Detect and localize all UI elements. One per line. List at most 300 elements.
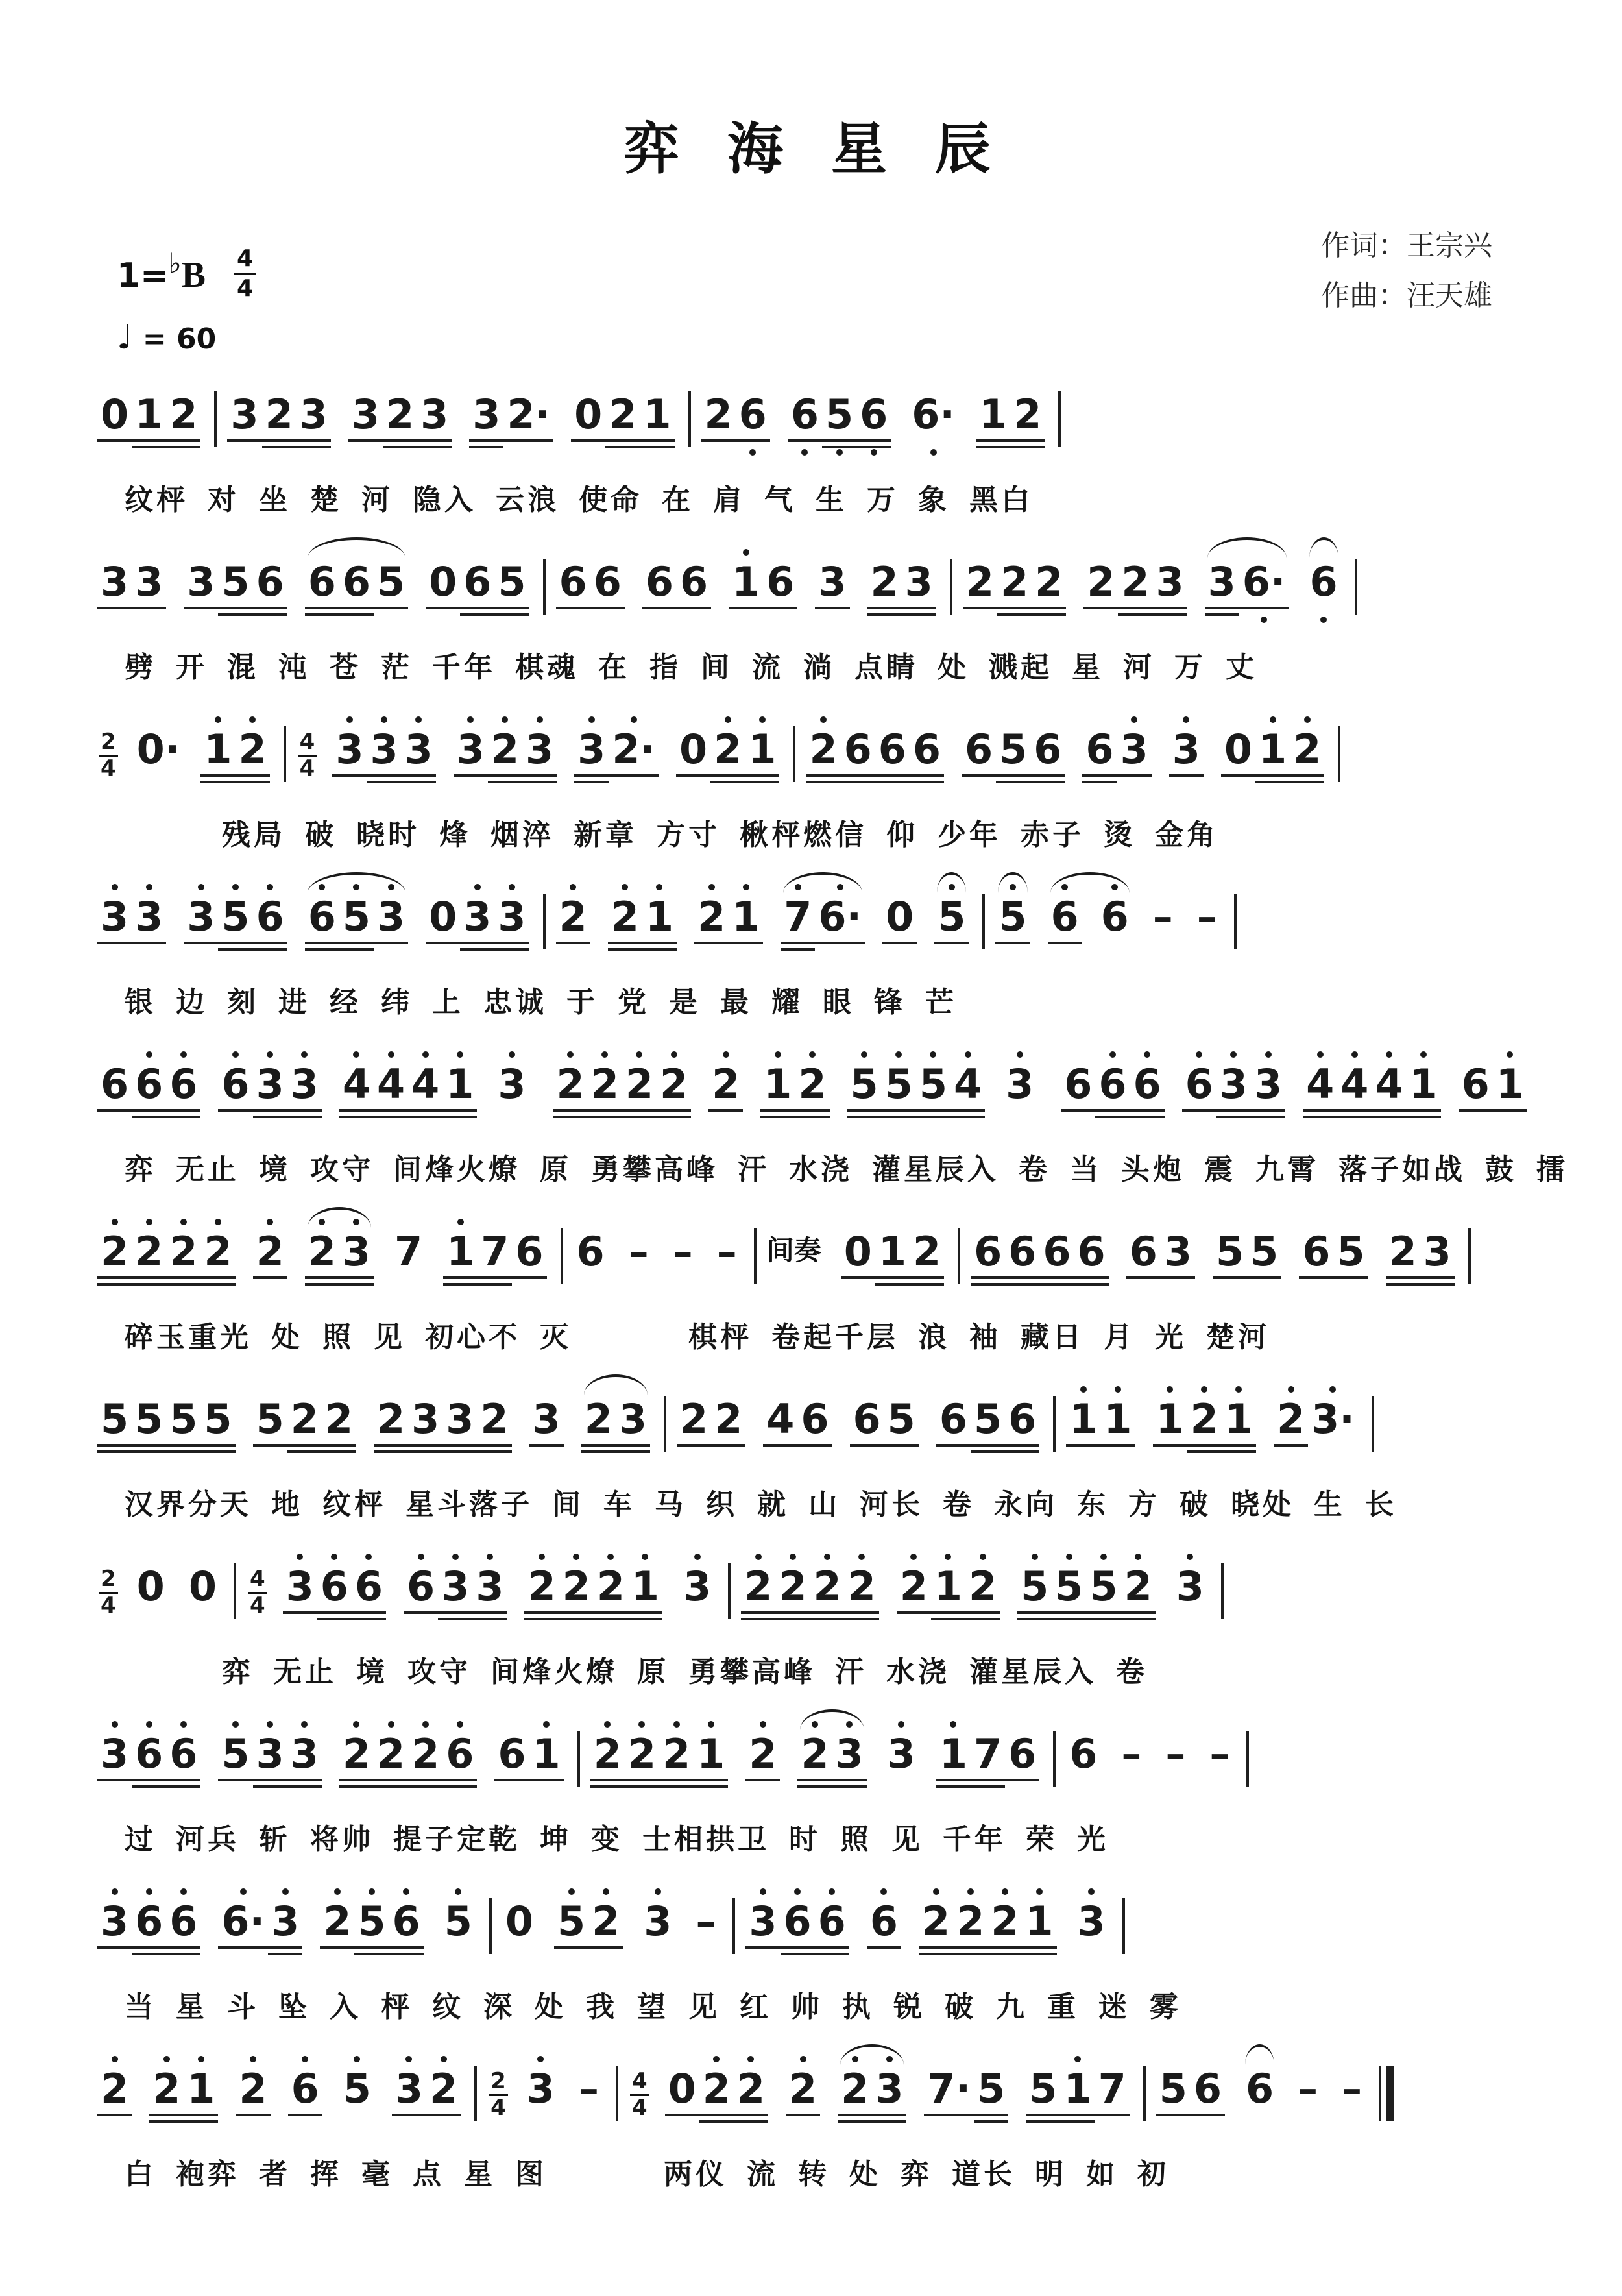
- note-glyph: 3: [101, 558, 129, 605]
- slur-arc: [800, 1709, 864, 1730]
- note: [1338, 2065, 1365, 2112]
- note-glyph: 0: [668, 2065, 696, 2112]
- beam-underline: [1010, 446, 1045, 448]
- lyric-word: 士相拱卫: [642, 1823, 769, 1856]
- note: [797, 1730, 832, 1777]
- note-group: [97, 1228, 236, 1275]
- beam-underline: [997, 607, 1032, 609]
- note: [714, 1228, 740, 1275]
- note-group: [1205, 558, 1289, 605]
- beam-underline: [352, 1611, 386, 1614]
- note: [1420, 1228, 1455, 1275]
- note-glyph: 6: [843, 726, 872, 773]
- note-group: [134, 726, 184, 773]
- note: [218, 893, 252, 940]
- beam-underline: [642, 942, 677, 944]
- lyrics-row: [97, 1313, 1531, 1355]
- note: [1010, 391, 1045, 438]
- note: [953, 1898, 987, 1945]
- note: [559, 1563, 594, 1610]
- note-glyph: 7: [784, 893, 812, 940]
- beam-underline: [1459, 1109, 1493, 1112]
- note-glyph: 6: [1302, 1228, 1331, 1275]
- note-glyph: 6: [101, 1060, 129, 1108]
- note: [622, 1060, 657, 1108]
- note: [729, 558, 763, 605]
- slur-arc: [1245, 2044, 1274, 2065]
- octave-dot-high: [604, 1721, 611, 1728]
- octave-dot-high: [112, 884, 118, 890]
- octave-dot-high: [824, 1554, 830, 1560]
- beam-underline: [97, 1276, 132, 1279]
- octave-dot-high: [539, 1554, 545, 1560]
- note-glyph: 0: [679, 726, 708, 773]
- lyric-word: 间: [552, 1488, 584, 1521]
- beam-underline: [815, 1953, 849, 1955]
- beam-underline: [1251, 1116, 1285, 1118]
- note-glyph: 4: [1306, 1060, 1335, 1108]
- note-glyph: 2: [584, 1395, 612, 1443]
- time-signature-top: 2: [99, 731, 118, 757]
- note-glyph: 2: [956, 1898, 985, 1945]
- note-glyph: 6: [1077, 1228, 1106, 1275]
- note: [936, 1395, 971, 1443]
- note-glyph: 2: [323, 1898, 352, 1945]
- note-glyph: 2: [659, 1060, 688, 1108]
- note: [426, 893, 460, 940]
- note-group: [924, 2065, 1008, 2112]
- beam-underline: [339, 1276, 374, 1279]
- score: [97, 363, 1568, 2205]
- note-group: [1118, 1730, 1144, 1777]
- beam-underline: [472, 1611, 507, 1614]
- note-glyph: 2: [714, 1395, 743, 1443]
- note-glyph: 7·: [927, 2065, 971, 2112]
- note: [701, 391, 736, 438]
- beam-underline: [936, 1779, 971, 1781]
- note-glyph: 1: [135, 391, 163, 438]
- beam-underline: [775, 1618, 810, 1620]
- beam-underline: [699, 2114, 734, 2116]
- beam-underline: [1187, 1444, 1222, 1447]
- octave-dot-low: [801, 449, 808, 456]
- octave-dot-high: [1507, 1051, 1513, 1058]
- note-group: [1194, 893, 1220, 940]
- note-glyph: 0: [843, 1228, 872, 1275]
- octave-dot-high: [334, 1888, 341, 1895]
- octave-dot-high: [588, 716, 595, 723]
- beam-underline: [976, 439, 1010, 442]
- beam-underline: [408, 1785, 442, 1788]
- beam-underline: [132, 1444, 166, 1447]
- note-group: [971, 1228, 1109, 1275]
- beam-underline: [236, 774, 270, 777]
- note: [287, 1395, 322, 1443]
- note-glyph: 2: [744, 1563, 773, 1610]
- octave-dot-high: [809, 1051, 816, 1058]
- octave-dot-high: [457, 1219, 464, 1225]
- lyric-word: 锐: [893, 1990, 925, 2023]
- beam-underline: [710, 774, 745, 777]
- note-group: [556, 893, 590, 940]
- barline: [543, 559, 546, 615]
- note-group: [788, 391, 891, 438]
- note: [676, 726, 710, 773]
- note-glyph: 2: [813, 1563, 841, 1610]
- note-group: [553, 1060, 692, 1108]
- beam-underline: [408, 1109, 442, 1112]
- beam-underline: [227, 439, 261, 442]
- note-glyph: 6: [135, 1060, 163, 1108]
- note-glyph: 2: [714, 726, 742, 773]
- beam-underline: [1052, 1611, 1086, 1614]
- note-group: [1126, 1228, 1195, 1275]
- beam-underline: [1420, 1276, 1455, 1279]
- time-signature-top: 4: [630, 2070, 649, 2096]
- note: [1206, 1730, 1233, 1777]
- note-group: [745, 1898, 849, 1945]
- barline: [728, 1563, 731, 1619]
- credits: [1321, 221, 1492, 321]
- note: [132, 558, 166, 605]
- note: [924, 2065, 974, 2112]
- note-group: [1153, 1395, 1256, 1443]
- octave-dot-high: [198, 2056, 204, 2062]
- beam-underline: [1333, 1276, 1368, 1279]
- lyric-word: 经: [330, 986, 361, 1019]
- beam-underline: [253, 607, 287, 609]
- lyric-word: 无止: [273, 1655, 337, 1689]
- note: [745, 1730, 780, 1777]
- note: [97, 893, 132, 940]
- note-glyph: 0: [429, 558, 457, 605]
- note: [417, 391, 452, 438]
- note-glyph: –: [1121, 1730, 1142, 1777]
- note: [97, 1060, 132, 1108]
- lyric-word: 少年: [938, 818, 1001, 851]
- note-glyph: 3: [446, 1395, 474, 1443]
- note-glyph: 6: [1133, 1060, 1161, 1108]
- lyric-word: 弈: [125, 1153, 156, 1186]
- beam-underline: [841, 774, 875, 777]
- note: [438, 1563, 472, 1610]
- note-group: [781, 893, 865, 940]
- note-group: [1066, 1395, 1135, 1443]
- lyric-word: 当: [125, 1990, 156, 2023]
- note: [1221, 726, 1255, 773]
- note-glyph: 3: [1176, 1563, 1204, 1610]
- octave-dot-high: [980, 1554, 986, 1560]
- note-glyph: 2: [238, 726, 267, 773]
- lyric-word: 原: [637, 1655, 669, 1689]
- time-signature: [234, 247, 256, 301]
- note-glyph: 3: [1172, 726, 1200, 773]
- beam-underline: [494, 613, 529, 616]
- note: [882, 1060, 916, 1108]
- barline: [1221, 1563, 1224, 1619]
- note: [367, 726, 401, 773]
- note-glyph: 6: [801, 1395, 829, 1443]
- note-glyph: 3: [1423, 1228, 1451, 1275]
- beam-underline: [166, 1109, 200, 1112]
- note: [442, 1730, 477, 1777]
- note-glyph: 3: [101, 1730, 129, 1777]
- note-glyph: 1: [764, 1060, 792, 1108]
- note-group: [908, 391, 958, 438]
- beam-underline: [1083, 607, 1118, 609]
- note-group: [200, 726, 269, 773]
- octave-dot-high: [331, 1554, 337, 1560]
- beam-underline: [97, 1946, 132, 1949]
- octave-dot-high: [636, 1051, 642, 1058]
- beam-underline: [524, 1618, 559, 1620]
- key-prefix: 1=: [117, 256, 169, 295]
- lyric-word: 境: [259, 1153, 291, 1186]
- note: [1303, 1060, 1337, 1108]
- note-glyph: –: [1342, 2065, 1362, 2112]
- note-group: [339, 1060, 478, 1108]
- note: [184, 2065, 218, 2112]
- note: [1247, 1228, 1281, 1275]
- note: [218, 558, 252, 605]
- note: [1173, 1563, 1207, 1610]
- beam-underline: [1337, 1109, 1372, 1112]
- beam-underline: [677, 1444, 711, 1447]
- lyric-word: 万: [1174, 651, 1206, 684]
- note-glyph: 2: [385, 391, 415, 438]
- note-glyph: 1: [1156, 1395, 1184, 1443]
- lyric-word: 雾: [1150, 1990, 1181, 2023]
- beam-underline: [236, 2114, 270, 2116]
- beam-underline: [317, 1611, 352, 1614]
- note-group: [97, 1898, 200, 1945]
- note-group: [348, 391, 452, 438]
- note-glyph: 6: [817, 1898, 846, 1945]
- lyric-gap: [125, 1648, 222, 1690]
- beam-underline: [625, 1779, 659, 1781]
- note: [352, 1563, 386, 1610]
- note-glyph: 3: [887, 1730, 915, 1777]
- octave-dot-high: [800, 2056, 806, 2062]
- note: [305, 1228, 339, 1275]
- beam-underline: [522, 781, 557, 783]
- beam-underline: [832, 1779, 867, 1781]
- beam-underline: [1420, 1283, 1455, 1286]
- note: [227, 391, 261, 438]
- note-glyph: 3: [335, 726, 364, 773]
- beam-underline: [1126, 1276, 1161, 1279]
- beam-underline: [608, 948, 642, 951]
- beam-underline: [710, 781, 745, 783]
- note: [383, 391, 417, 438]
- note: [268, 1898, 302, 1945]
- note-glyph: 2: [429, 2065, 458, 2112]
- quarter-note-icon: ♩: [117, 317, 133, 357]
- note-group: [1048, 893, 1132, 940]
- lyrics-row: [97, 476, 1531, 518]
- octave-dot-high: [656, 884, 662, 890]
- credit-lyricist: 作词：王宗兴: [1321, 229, 1492, 262]
- note: [642, 893, 677, 940]
- lyric-word: 时: [789, 1823, 821, 1856]
- lyric-word: 方: [1128, 1488, 1160, 1521]
- note-group: [574, 1228, 608, 1275]
- note: [1032, 558, 1066, 605]
- note: [132, 1228, 166, 1275]
- lyric-word: 点睛: [854, 651, 918, 684]
- octave-dot-high: [1187, 1554, 1193, 1560]
- note-glyph: 1: [1069, 1395, 1098, 1443]
- beam-underline: [1005, 1276, 1039, 1279]
- note-glyph: 7: [1098, 2065, 1126, 2112]
- beam-underline: [268, 1953, 302, 1955]
- note-group: [571, 391, 674, 438]
- note-glyph: 3: [526, 726, 554, 773]
- note: [971, 1395, 1005, 1443]
- beam-underline: [902, 613, 936, 616]
- beam-underline: [262, 439, 297, 442]
- lyric-word: 汉界分天: [125, 1488, 252, 1521]
- lyrics-row: [97, 1648, 1531, 1690]
- note: [166, 1060, 200, 1108]
- note-glyph: 6: [135, 1898, 163, 1945]
- lyric-word: 苍: [330, 651, 361, 684]
- note: [236, 2065, 270, 2112]
- beam-underline: [795, 1116, 829, 1118]
- beam-underline: [962, 774, 996, 777]
- beam-underline: [616, 1450, 650, 1453]
- note: [472, 1563, 507, 1610]
- note-group: [524, 1563, 662, 1610]
- note: [1150, 893, 1176, 940]
- note-group: [556, 558, 625, 605]
- note-group: [1307, 558, 1341, 605]
- note-group: [677, 1395, 745, 1443]
- note-glyph: 3: [644, 1898, 672, 1945]
- beam-underline: [1216, 1116, 1251, 1118]
- note-glyph: 3: [818, 558, 847, 605]
- octave-dot-high: [1329, 1386, 1336, 1393]
- beam-underline: [605, 439, 640, 442]
- note-group: [1459, 1060, 1527, 1108]
- beam-underline: [1082, 774, 1117, 777]
- note-glyph: 3·: [1311, 1395, 1355, 1443]
- octave-dot-high: [1201, 1386, 1207, 1393]
- beam-underline: [815, 1946, 849, 1949]
- beam-underline: [581, 1450, 616, 1453]
- octave-dot-high: [267, 1219, 273, 1225]
- note: [775, 1563, 810, 1610]
- note-glyph: 2: [899, 1563, 928, 1610]
- lyric-word: 卷: [1116, 1655, 1148, 1689]
- note-group: [97, 1060, 200, 1108]
- octave-dot-low: [836, 449, 843, 456]
- beam-underline: [1118, 607, 1152, 609]
- note-glyph: 2: [342, 1730, 370, 1777]
- lyric-word: 鼓: [1485, 1153, 1517, 1186]
- song-title: 弈 海 星 辰: [623, 117, 1005, 182]
- beam-underline: [469, 439, 503, 442]
- note-glyph: 4: [342, 1060, 370, 1108]
- lyric-word: 间烽火燎: [490, 1655, 618, 1689]
- barline: [543, 894, 546, 949]
- note-glyph: 2: [290, 1395, 319, 1443]
- note-glyph: 5: [444, 1898, 472, 1945]
- note-glyph: 5: [1089, 1563, 1118, 1610]
- note-glyph: 3: [256, 1060, 284, 1108]
- note: [132, 893, 166, 940]
- time-signature-top: 4: [234, 247, 256, 275]
- note-glyph: 5: [825, 391, 854, 438]
- note-glyph: –: [1298, 2065, 1318, 2112]
- beam-underline: [677, 607, 711, 609]
- note-group: [305, 893, 408, 940]
- lyrics-row: [97, 979, 1531, 1020]
- lyric-word: 银: [125, 986, 156, 1019]
- octave-dot-high: [418, 1554, 424, 1560]
- lyric-word: 纹: [432, 1990, 464, 2023]
- note: [692, 1898, 719, 1945]
- note: [374, 558, 408, 605]
- note-glyph: 2: [527, 1563, 556, 1610]
- beam-underline: [897, 1611, 931, 1614]
- lyric-word: 气: [764, 483, 796, 517]
- beam-underline: [815, 607, 849, 609]
- beam-underline: [166, 446, 200, 448]
- beam-underline: [367, 774, 401, 777]
- note: [609, 726, 659, 773]
- note-glyph: 3: [187, 558, 215, 605]
- note-glyph: 1: [446, 1060, 474, 1108]
- note: [97, 1898, 132, 1945]
- beam-underline: [806, 774, 840, 777]
- lyric-word: 肩: [713, 483, 745, 517]
- note: [995, 893, 1030, 940]
- beam-underline: [339, 1109, 374, 1112]
- beam-underline: [1026, 2114, 1060, 2116]
- note: [608, 893, 642, 940]
- beam-underline: [149, 2120, 184, 2123]
- note-glyph: 2: [965, 558, 994, 605]
- note-glyph: 5: [999, 893, 1027, 940]
- octave-dot-high: [353, 1721, 359, 1728]
- octave-dot-high: [1235, 1386, 1242, 1393]
- note-glyph: 0: [101, 391, 129, 438]
- slur-arc: [1050, 872, 1130, 893]
- lyric-word: 水浇: [789, 1153, 853, 1186]
- note-glyph: 6: [679, 558, 708, 605]
- lyric-word: 见: [688, 1990, 720, 2023]
- note: [875, 1228, 910, 1275]
- note: [339, 558, 374, 605]
- note: [218, 1060, 252, 1108]
- lyric-word: 上: [432, 986, 464, 1019]
- beam-underline: [622, 1116, 657, 1118]
- note-group: [640, 1898, 675, 1945]
- note-glyph: 0: [429, 893, 457, 940]
- note: [736, 391, 770, 438]
- beam-underline: [166, 1283, 200, 1286]
- beam-underline: [374, 1116, 408, 1118]
- beam-underline: [872, 2114, 906, 2116]
- note: [339, 893, 374, 940]
- note: [200, 726, 235, 773]
- note-glyph: 3: [404, 726, 433, 773]
- beam-underline: [916, 1109, 950, 1112]
- time-signature-bottom: 4: [490, 2094, 506, 2121]
- note: [288, 2065, 322, 2112]
- note: [1121, 1563, 1156, 1610]
